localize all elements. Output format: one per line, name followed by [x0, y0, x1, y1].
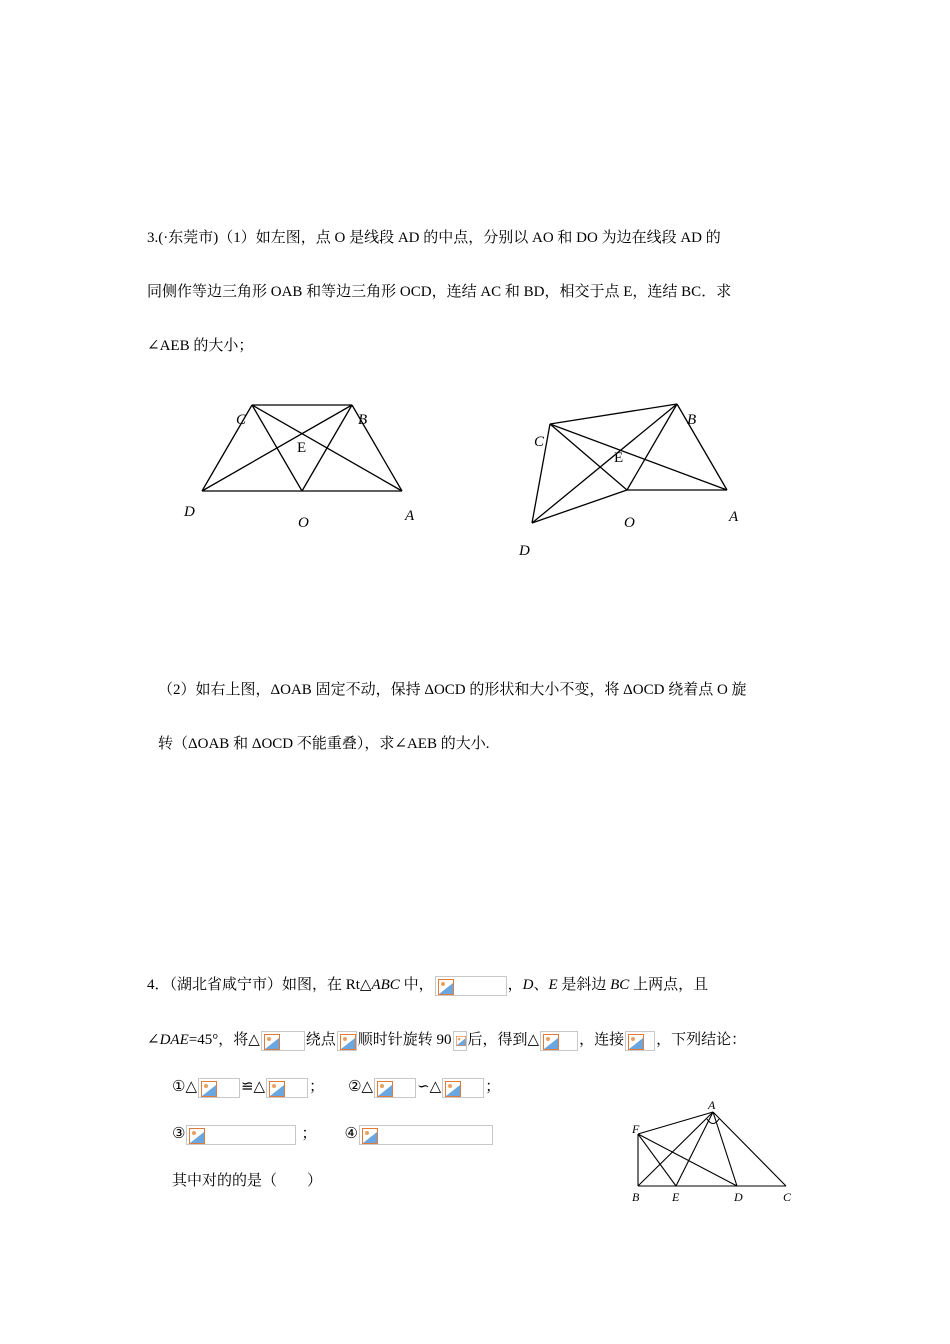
broken-image-icon — [269, 1081, 285, 1097]
formula-image-placeholder — [442, 1078, 484, 1098]
q4-l1-e: 、 — [533, 977, 549, 993]
broken-image-icon — [189, 1128, 205, 1144]
q3-figure-right — [510, 395, 760, 565]
q4-fig-label-c: C — [783, 1190, 792, 1204]
formula-image-placeholder — [261, 1031, 305, 1051]
broken-image-icon — [201, 1081, 217, 1097]
q3-right-label-c: C — [534, 434, 545, 450]
q3-figure-left — [170, 390, 440, 550]
formula-image-placeholder — [337, 1031, 357, 1051]
q4-c2-b: ∽△ — [417, 1079, 442, 1095]
q4-l2-b: =45°，将△ — [188, 1032, 260, 1048]
q4-l2-g: ，下列结论： — [656, 1032, 747, 1048]
q4-l1-g: 是斜边 — [557, 977, 611, 993]
q4-l1-d: D — [522, 977, 534, 993]
q4-l2-c: 绕点 — [305, 1032, 336, 1048]
q4-l1-h: BC — [610, 977, 630, 993]
formula-image-placeholder — [625, 1031, 655, 1051]
q3-part2-line2: 转（ΔOAB 和 ΔOCD 不能重叠），求∠AEB 的大小. — [158, 736, 490, 752]
broken-image-icon — [340, 1034, 356, 1050]
q4-l1-f: E — [548, 977, 558, 993]
q4-l2-dae: DAE — [159, 1032, 189, 1048]
q4-answer-line: 其中对的的是（ ） — [172, 1173, 323, 1189]
formula-image-placeholder — [374, 1078, 416, 1098]
q3-right-label-a: A — [729, 509, 739, 525]
q4-c1-a: ①△ — [172, 1079, 197, 1095]
q4-fig-label-f: F — [632, 1122, 640, 1136]
broken-image-icon — [628, 1034, 644, 1050]
q4-c1-b: ≌△ — [240, 1079, 266, 1095]
q4-fig-label-e: E — [672, 1190, 680, 1204]
q3-left-label-o: O — [298, 515, 309, 531]
broken-image-icon — [445, 1081, 461, 1097]
q4-figure — [625, 1095, 800, 1210]
broken-image-icon — [438, 979, 454, 995]
broken-image-icon — [456, 1034, 466, 1048]
formula-image-placeholder — [198, 1078, 240, 1098]
q3-text-line3: ∠AEB 的大小； — [147, 338, 254, 354]
q4-c3-b: ； — [301, 1126, 317, 1142]
q4-fig-label-a: A — [708, 1098, 716, 1112]
q4-l1-i: 上两点，且 — [629, 977, 709, 993]
q3-left-label-d: D — [184, 504, 195, 520]
q4-c1-c: ； — [309, 1079, 325, 1095]
q3-text-line1: 3.(·东莞市)（1）如左图，点 O 是线段 AD 的中点，分别以 AO 和 DO 为边在线段 AD 的 — [147, 230, 721, 246]
formula-image-placeholder — [435, 976, 507, 996]
formula-image-placeholder — [540, 1031, 578, 1051]
broken-image-icon — [543, 1034, 559, 1050]
q3-right-label-e: E — [614, 450, 624, 466]
q3-left-label-a: A — [405, 508, 415, 524]
q3-left-label-e: E — [297, 440, 307, 456]
q3-right-label-d: D — [519, 543, 530, 559]
q4-l1-b: 中， — [399, 977, 434, 993]
q4-l1-c: ， — [507, 977, 523, 993]
broken-image-icon — [362, 1128, 378, 1144]
q4-conclusion-row2 — [172, 1124, 494, 1145]
formula-image-placeholder — [453, 1031, 467, 1051]
formula-image-placeholder — [186, 1125, 296, 1145]
q4-l1-a: 4．（湖北省咸宁市）如图，在 Rt△ — [147, 977, 372, 993]
q3-right-label-o: O — [624, 515, 635, 531]
broken-image-icon — [377, 1081, 393, 1097]
q4-l2-a: ∠ — [147, 1032, 160, 1048]
q4-l2-e: 后，得到△ — [467, 1032, 540, 1048]
q4-text-line2 — [147, 1030, 746, 1051]
q3-part2-line1: （2）如右上图，ΔOAB 固定不动，保持 ΔOCD 的形状和大小不变，将 ΔOCD 绕着点 O 旋 — [158, 682, 747, 698]
q3-right-label-b: B — [687, 412, 697, 428]
q4-text-line1 — [147, 975, 708, 996]
q4-c3-a: ③ — [172, 1126, 186, 1142]
q3-text-line2: 同侧作等边三角形 OAB 和等边三角形 OCD，连结 AC 和 BD，相交于点 E，连结 BC．求 — [147, 284, 732, 300]
q4-conclusion-row1 — [172, 1077, 500, 1098]
q4-l2-d: 顺时针旋转 90 — [357, 1032, 452, 1048]
q4-fig-label-b: B — [632, 1190, 640, 1204]
q4-c4-a: ④ — [344, 1126, 358, 1142]
formula-image-placeholder — [266, 1078, 308, 1098]
broken-image-icon — [264, 1034, 280, 1050]
q3-left-label-b: B — [358, 412, 368, 428]
q4-l1-abc: ABC — [371, 977, 400, 993]
q3-left-label-c: C — [236, 412, 247, 428]
q4-fig-label-d: D — [734, 1190, 743, 1204]
q4-c2-c: ； — [485, 1079, 501, 1095]
formula-image-placeholder — [359, 1125, 493, 1145]
q4-c2-a: ②△ — [348, 1079, 374, 1095]
q4-l2-f: ，连接 — [579, 1032, 625, 1048]
